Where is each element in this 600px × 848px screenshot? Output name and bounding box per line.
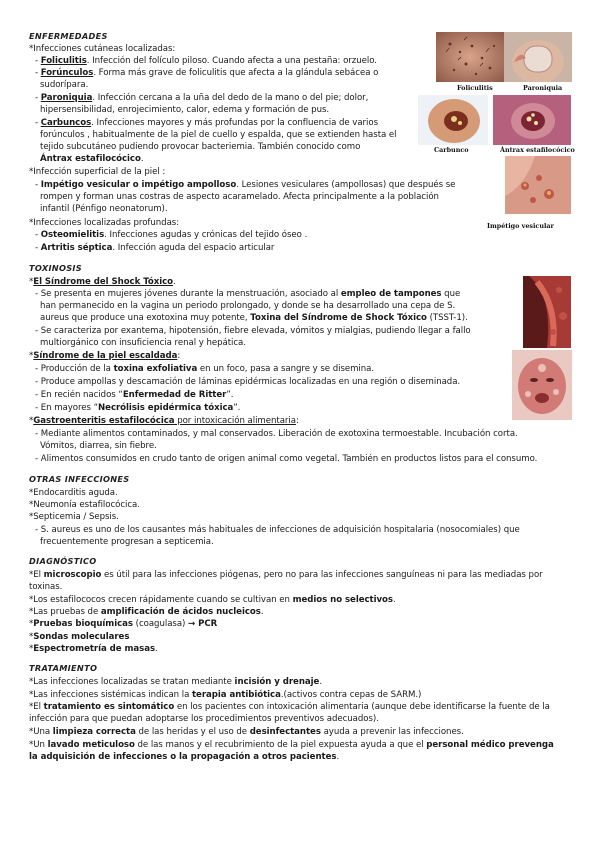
paroniquia-line: - Paroniquia. Infección cercana a la uña del dedo de la mano o del pie; dolor,	[35, 93, 369, 103]
gastro-line-2: Vómitos, diarrea, sin fiebre.	[40, 441, 157, 451]
sst-heading: *El Síndrome del Shock Tóxico.	[29, 277, 176, 287]
carbunco-photo	[418, 95, 488, 145]
sst-line-1: - Se presenta en mujeres jóvenes durante la menstruación, asociado al empleo de tampones que	[35, 289, 461, 299]
nail-photo-icon	[504, 32, 572, 82]
trat-line-3: *El tratamiento es sintomático en los pacientes con intoxicación alimentaria (aunque debe identificarse la fuente de la	[29, 702, 550, 712]
section-heading-otras: OTRAS INFECCIONES	[29, 474, 130, 484]
sst-line-2: han permanecido en la vagina un periodo prolongado, y donde se ha desarrollado una cepa de S.	[40, 301, 456, 311]
carbuncos-line-3: tejido subcutáneo pudiendo provocar bacteriemia. También conocido como	[40, 142, 361, 152]
impetigo-line-2: rompen y forman unas costras de aspecto acaramelado. Afecta principalmente a la población	[40, 192, 439, 202]
trat-line-7: la adquisición de infecciones o la propagación a otros pacientes.	[29, 752, 340, 762]
spe-line-3: - En recién nacidos “Enfermedad de Ritter”.	[35, 390, 234, 400]
profundas-heading: *Infecciones localizadas profundas:	[29, 218, 180, 228]
impetigo-line: - Impétigo vesicular o impétigo ampolloso. Lesiones vesiculares (ampollosas) que después se	[35, 180, 456, 190]
sst-line-3: aureus que produce una exotoxina muy potente, Toxina del Síndrome de Shock Tóxico (TSST-1).	[40, 313, 468, 323]
caption-impetigo: Impétigo vesicular	[487, 222, 554, 230]
otras-line-3: *Septicemia / Sepsis.	[29, 512, 119, 522]
piel-escaldada-photo	[512, 350, 572, 420]
section-heading-toxinosis: TOXINOSIS	[29, 263, 82, 273]
trat-line-1: *Las infecciones localizadas se tratan mediante incisión y drenaje.	[29, 677, 323, 687]
diag-line-6: *Sondas moleculares	[29, 632, 130, 642]
forunculos-term: Forúnculos	[40, 68, 94, 78]
diag-line-2: toxinas.	[29, 582, 63, 592]
spe-line-4: - En mayores “Necrólisis epidérmica tóxica”.	[35, 403, 241, 413]
caption-paroniquia: Paroniquia	[523, 84, 563, 92]
diag-line-1: *El microscopio es útil para las infecciones piógenas, pero no para las infecciones sanguíneas ni para las mediadas por	[29, 570, 543, 580]
gastro-term: Gastroenteritis estafilocócica	[33, 416, 175, 426]
lesion-photo-icon	[418, 95, 488, 145]
trat-line-4: infección para que puedan adoptarse los procedimientos preventivos adecuados).	[29, 714, 379, 724]
artritis-term: Artritis séptica	[40, 243, 113, 253]
otras-line-4: - S. aureus es uno de los causantes más habituales de infecciones de adquisición hospitalaria (nosocomiales) que	[35, 525, 520, 535]
trat-line-5: *Una limpieza correcta de las heridas y el uso de desinfectantes ayuda a prevenir las infecciones.	[29, 727, 464, 737]
carbuncos-term: Carbuncos	[40, 118, 92, 128]
trat-line-2: *Las infecciones sistémicas indican la terapia antibiótica.(activos contra cepas de SARM.)	[29, 690, 422, 700]
section-heading-tratamiento: TRATAMIENTO	[29, 663, 98, 673]
sst-line-4: - Se caracteriza por exantema, hipotensión, fiebre elevada, vómitos y mialgias, pudiendo llegar a fallo	[35, 326, 471, 336]
diag-line-7: *Espectrometría de masas.	[29, 644, 158, 654]
caption-carbunco: Carbunco	[434, 146, 469, 154]
foliculitis-photo	[436, 32, 504, 82]
skin-photo-icon	[436, 32, 504, 82]
impetigo-line-3: infantil (Pénfigo neonatorum).	[40, 204, 168, 214]
otras-line-1: *Endocarditis aguda.	[29, 488, 118, 498]
otras-line-2: *Neumonía estafilocócica.	[29, 500, 140, 510]
spe-term: Síndrome de la piel escaldada	[33, 351, 178, 361]
antrax-photo	[493, 95, 571, 145]
gastro-line-3: - Alimentos consumidos en crudo tanto de origen animal como vegetal. También en productos listos para el consumo.	[35, 454, 538, 464]
caption-foliculitis: Foliculitis	[457, 84, 493, 92]
shock-toxico-photo	[523, 276, 571, 348]
otras-line-5: frecuentemente progresan a septicemia.	[40, 537, 214, 547]
sst-line-5: multiorgánico con insuficiencia renal y hepática.	[40, 338, 246, 348]
infant-photo-icon	[512, 350, 572, 420]
caption-antrax: Ántrax estafilocócico	[500, 146, 575, 154]
artritis-line: - Artritis séptica. Infección aguda del espacio articular	[35, 243, 275, 253]
paroniquia-line-2: hipersensibilidad, enrojecimiento, calor, edema y formación de pus.	[40, 105, 330, 115]
spe-line-1: - Producción de la toxina exfoliativa en un foco, pasa a sangre y se disemina.	[35, 364, 375, 374]
spe-line-2: - Produce ampollas y descamación de láminas epidérmicas localizadas en una región o diseminada.	[35, 377, 461, 387]
gastro-line-1: - Mediante alimentos contaminados, y mal conservados. Liberación de exotoxina termoestable. Incubación corta.	[35, 429, 518, 439]
spe-heading: *Síndrome de la piel escaldada:	[29, 351, 181, 361]
impetigo-photo	[505, 156, 571, 214]
foruncul-line-2: sudorípara.	[40, 80, 89, 90]
paroniquia-photo	[504, 32, 572, 82]
osteomielitis-line: - Osteomielitis. Infecciones agudas y crónicas del tejido óseo .	[35, 230, 308, 240]
cutaneas-heading: *Infecciones cutáneas localizadas:	[29, 44, 176, 54]
section-heading-enfermedades: ENFERMEDADES	[29, 31, 108, 41]
diag-line-5: *Pruebas bioquímicas (coagulasa) → PCR	[29, 619, 218, 629]
trat-line-6: *Un lavado meticuloso de las manos y el recubrimiento de la piel expuesta ayuda a que el personal médico prevenga	[29, 740, 554, 750]
carbuncos-line: - Carbuncos. Infecciones mayores y más profundas por la confluencia de varios	[35, 118, 379, 128]
skin-rash-photo-icon	[523, 276, 571, 348]
skin-photo-icon	[505, 156, 571, 214]
carbuncos-line-4: Ántrax estafilocócico.	[40, 154, 144, 164]
foliculitis-term: Foliculitis	[40, 56, 87, 66]
superficial-heading: *Infección superficial de la piel :	[29, 167, 166, 177]
foruncul-line: - Forúnculos. Forma más grave de foliculitis que afecta a la glándula sebácea o	[35, 68, 379, 78]
paroniquia-term: Paroniquia	[40, 93, 93, 103]
sst-term: El Síndrome del Shock Tóxico	[33, 277, 174, 287]
carbuncos-line-2: forúnculos , habitualmente de la piel de cuello y espalda, que se extienden hasta el	[40, 130, 397, 140]
gastro-heading: *Gastroenteritis estafilocócica por intoxicación alimentaria:	[29, 416, 299, 426]
lesion-photo-icon	[493, 95, 571, 145]
section-heading-diagnostico: DIAGNÓSTICO	[29, 556, 97, 566]
diag-line-4: *Las pruebas de amplificación de ácidos nucleicos.	[29, 607, 264, 617]
foliculitis-line: - Foliculitis. Infección del folículo piloso. Cuando afecta a una pestaña: orzuelo.	[35, 56, 377, 66]
osteomielitis-term: Osteomielitis	[40, 230, 105, 240]
diag-line-3: *Los estafilococos crecen rápidamente cuando se cultivan en medios no selectivos.	[29, 595, 396, 605]
impetigo-term: Impétigo vesicular o impétigo ampolloso	[40, 180, 237, 190]
